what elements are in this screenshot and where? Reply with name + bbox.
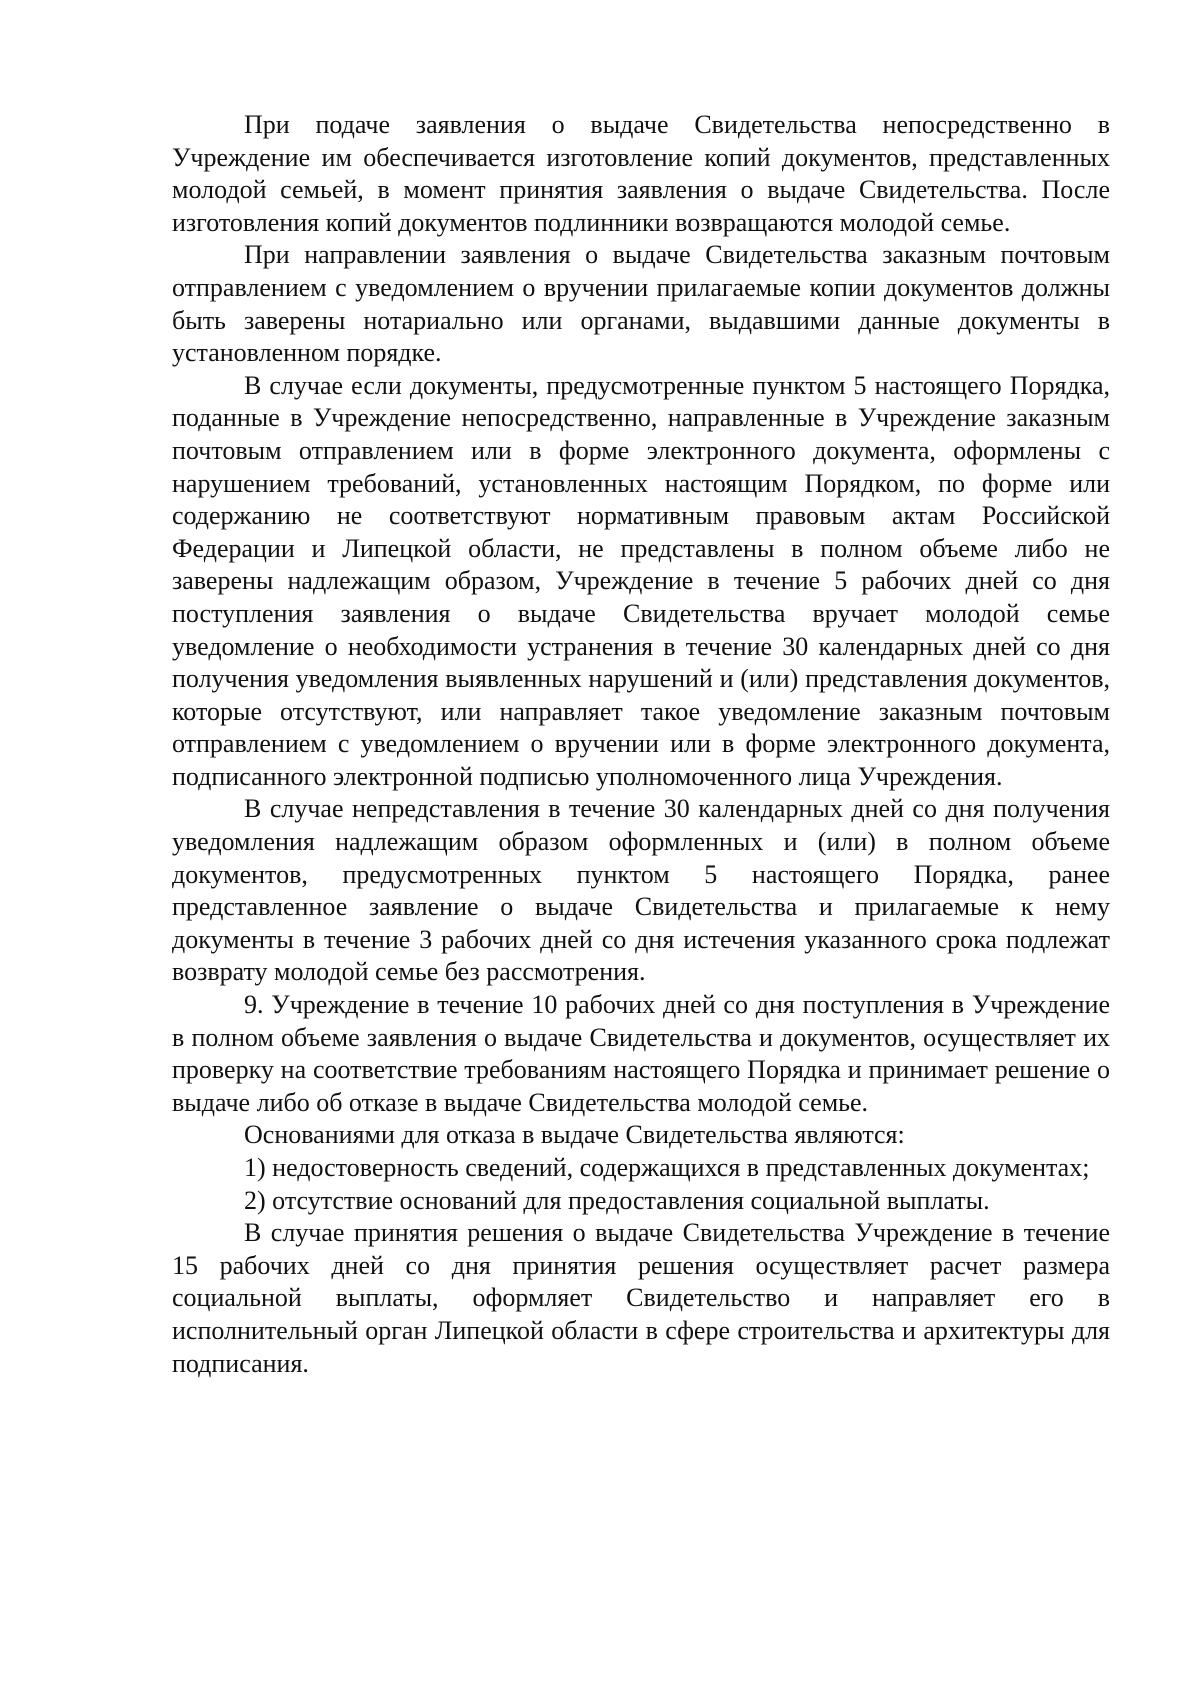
- list-item-1: 1) недостоверность сведений, содержащихся в представленных документах;: [244, 1153, 1090, 1182]
- paragraph-refusal-grounds: Основаниями для отказа в выдаче Свидетельства являются:: [244, 1120, 905, 1150]
- paragraph-decision-issued: В случае принятия решения о выдаче Свидетельства Учреждение в течение 15 рабочих дней со дня принятия решения осуществляет расчет размера социальной выплаты, оформляет Свидетельство и направляет его в исполнительный орган Липецкой области в сфере строительства и архитектуры для подписания.: [172, 1218, 1110, 1378]
- paragraph-item-9: 9. Учреждение в течение 10 рабочих дней со дня поступления в Учреждение в полном объеме заявления о выдаче Свидетельства и документов, осуществляет их проверку на соответствие требованиям настоящего Порядка и принимает решение о выдаче либо об отказе в выдаче Свидетельства молодой семье.: [172, 990, 1110, 1117]
- paragraph-non-submission: В случае непредставления в течение 30 календарных дней со дня получения уведомления надлежащим образом оформленных и (или) в полном объеме документов, предусмотренных пунктом 5 настоящего Порядка, ранее представленное заявление о выдаче Свидетельства и прилагаемые к нему документы в течение 3 рабочих дней со дня истечения указанного срока подлежат возврату молодой семье без рассмотрения.: [172, 794, 1110, 987]
- document-page: [172, 109, 1110, 1380]
- paragraph-copies-by-mail: При направлении заявления о выдаче Свидетельства заказным почтовым отправлением с уведомлением о вручении прилагаемые копии документов должны быть заверены нотариально или органами, выдавшими данные документы в установленном порядке.: [172, 240, 1110, 368]
- paragraph-document-violations: В случае если документы, предусмотренные пунктом 5 настоящего Порядка, поданные в Учреждение непосредственно, направленные в Учреждение заказным почтовым отправлением или в форме электронного документа, оформлены с нарушением требований, установленных настоящим Порядком, по форме или содержанию не соответствуют нормативным правовым актам Российской Федерации и Липецкой области, не представлены в полном объеме либо не заверены надлежащим образом, Учреждение в течение 5 рабочих дней со дня поступления заявления о выдаче Свидетельства вручает молодой семье уведомление о необходимости устранения в течение 30 календарных дней со дня получения уведомления выявленных нарушений и (или) представления документов, которые отсутствуют, или направляет такое уведомление заказным почтовым отправлением с уведомлением о вручении или в форме электронного документа, подписанного электронной подписью уполномоченного лица Учреждения.: [172, 370, 1110, 791]
- paragraph-copies-in-person: При подаче заявления о выдаче Свидетельства непосредственно в Учреждение им обеспечивается изготовление копий документов, представленных молодой семьей, в момент принятия заявления о выдаче Свидетельства. После изготовления копий документов подлинники возвращаются молодой семье.: [172, 110, 1110, 237]
- list-item-2: 2) отсутствие оснований для предоставления социальной выплаты.: [244, 1185, 990, 1215]
